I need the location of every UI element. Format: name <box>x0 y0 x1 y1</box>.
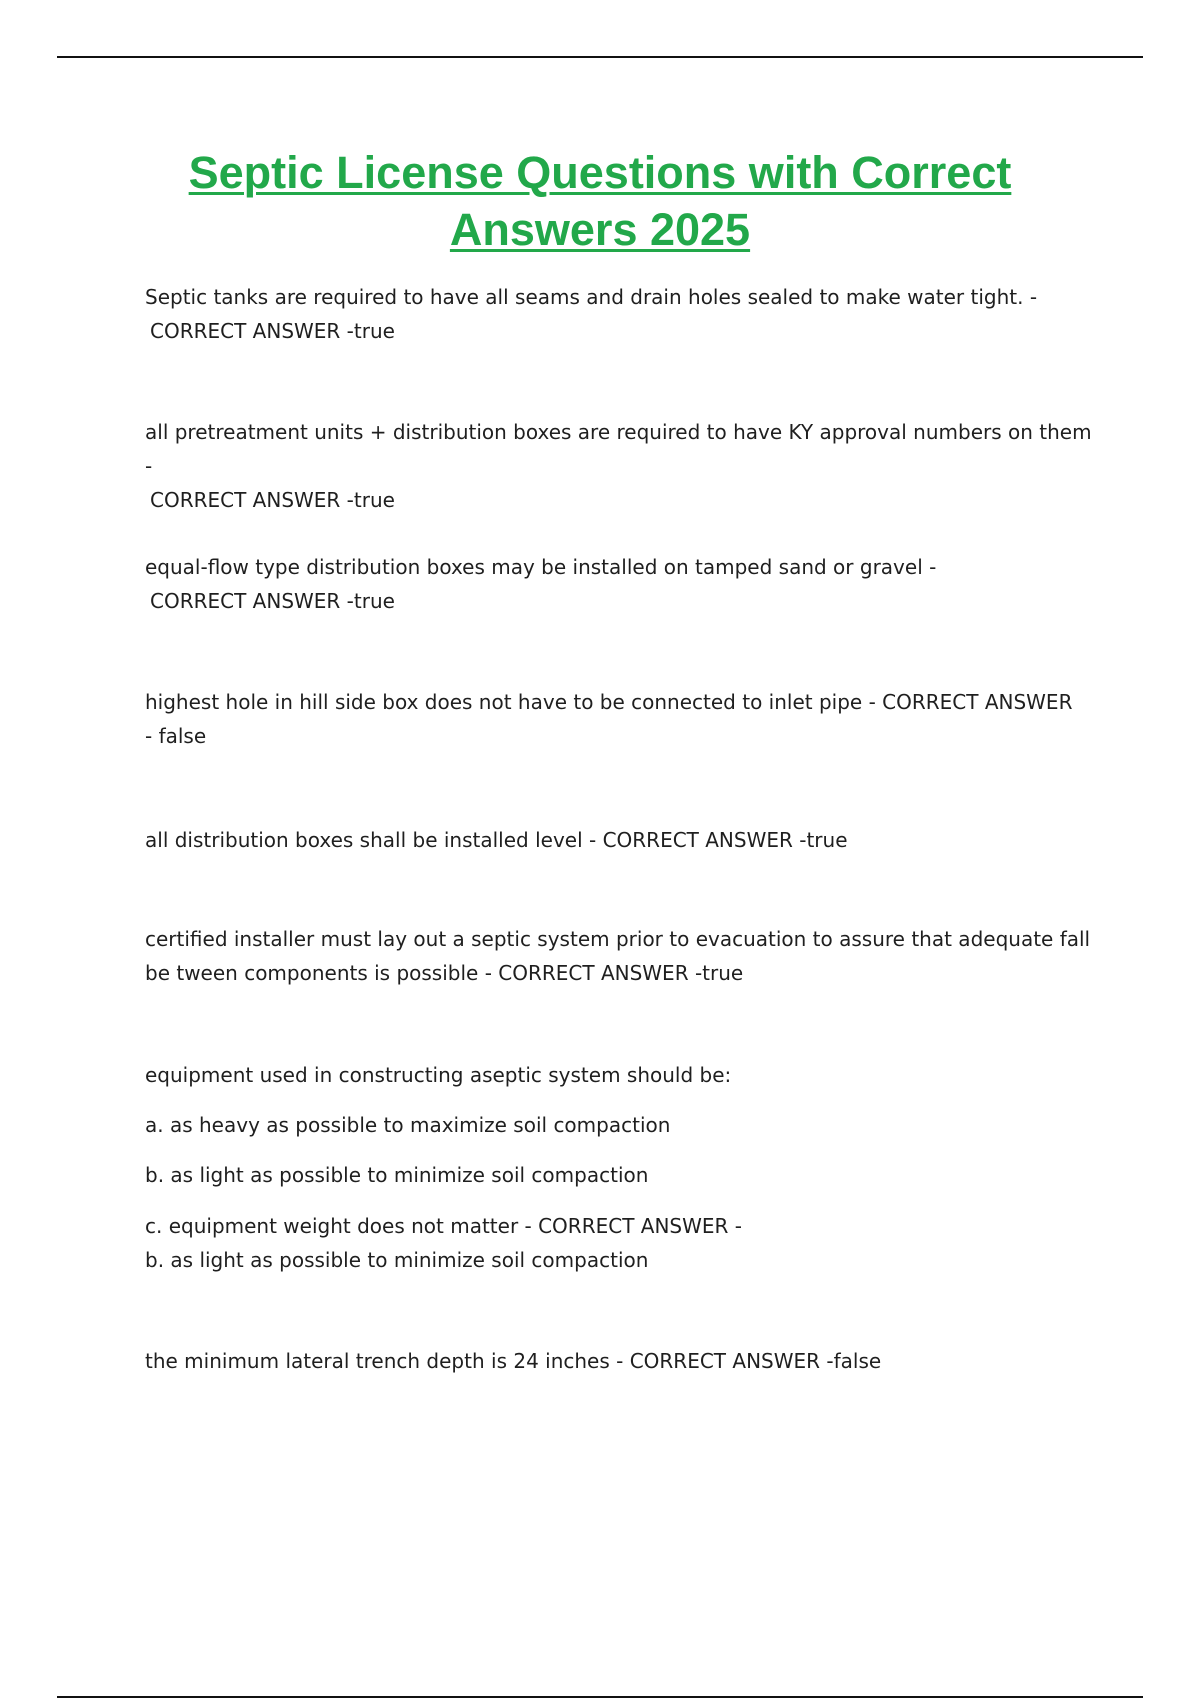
qa-item-7-answer: b. as light as possible to minimize soil compaction <box>145 1248 649 1272</box>
qa-text: highest hole in hill side box does not have to be connected to inlet pipe - CORRECT ANSWER - false <box>145 690 1073 748</box>
qa-item-3 <box>145 550 1095 618</box>
question-text: Septic tanks are required to have all seams and drain holes sealed to make water tight. - <box>145 285 1038 309</box>
qa-text: certified installer must lay out a septic system prior to evacuation to assure that adequate fall be tween components is possible - CORRECT ANSWER -true <box>145 927 1091 985</box>
qa-item-7-option-b: b. as light as possible to minimize soil compaction <box>145 1163 649 1187</box>
qa-text: all distribution boxes shall be installed level - CORRECT ANSWER -true <box>145 828 848 852</box>
answer-text: CORRECT ANSWER -true <box>150 319 395 343</box>
qa-item-6 <box>145 922 1105 990</box>
qa-text: the minimum lateral trench depth is 24 inches - CORRECT ANSWER -false <box>145 1349 882 1373</box>
qa-item-8 <box>145 1344 1095 1378</box>
answer-text: CORRECT ANSWER -true <box>150 488 395 512</box>
qa-item-5 <box>145 823 1095 857</box>
title-line-1: Septic License Questions with Correct <box>188 147 1012 198</box>
answer-text: CORRECT ANSWER -true <box>150 589 395 613</box>
qa-item-1 <box>145 280 1095 348</box>
qa-item-4 <box>145 685 1075 753</box>
top-rule <box>57 56 1143 58</box>
title-line-2: Answers 2025 <box>449 204 751 255</box>
qa-item-7-option-c: c. equipment weight does not matter - CORRECT ANSWER - <box>145 1214 742 1238</box>
question-text: all pretreatment units + distribution boxes are required to have KY approval numbers on them - <box>145 420 1092 478</box>
document-title <box>100 144 1100 258</box>
bottom-rule <box>57 1696 1143 1698</box>
qa-item-7-question: equipment used in constructing aseptic system should be: <box>145 1063 732 1087</box>
qa-item-7-option-a: a. as heavy as possible to maximize soil compaction <box>145 1113 671 1137</box>
qa-item-2 <box>145 415 1095 517</box>
question-text: equal-flow type distribution boxes may be installed on tamped sand or gravel - <box>145 555 937 579</box>
